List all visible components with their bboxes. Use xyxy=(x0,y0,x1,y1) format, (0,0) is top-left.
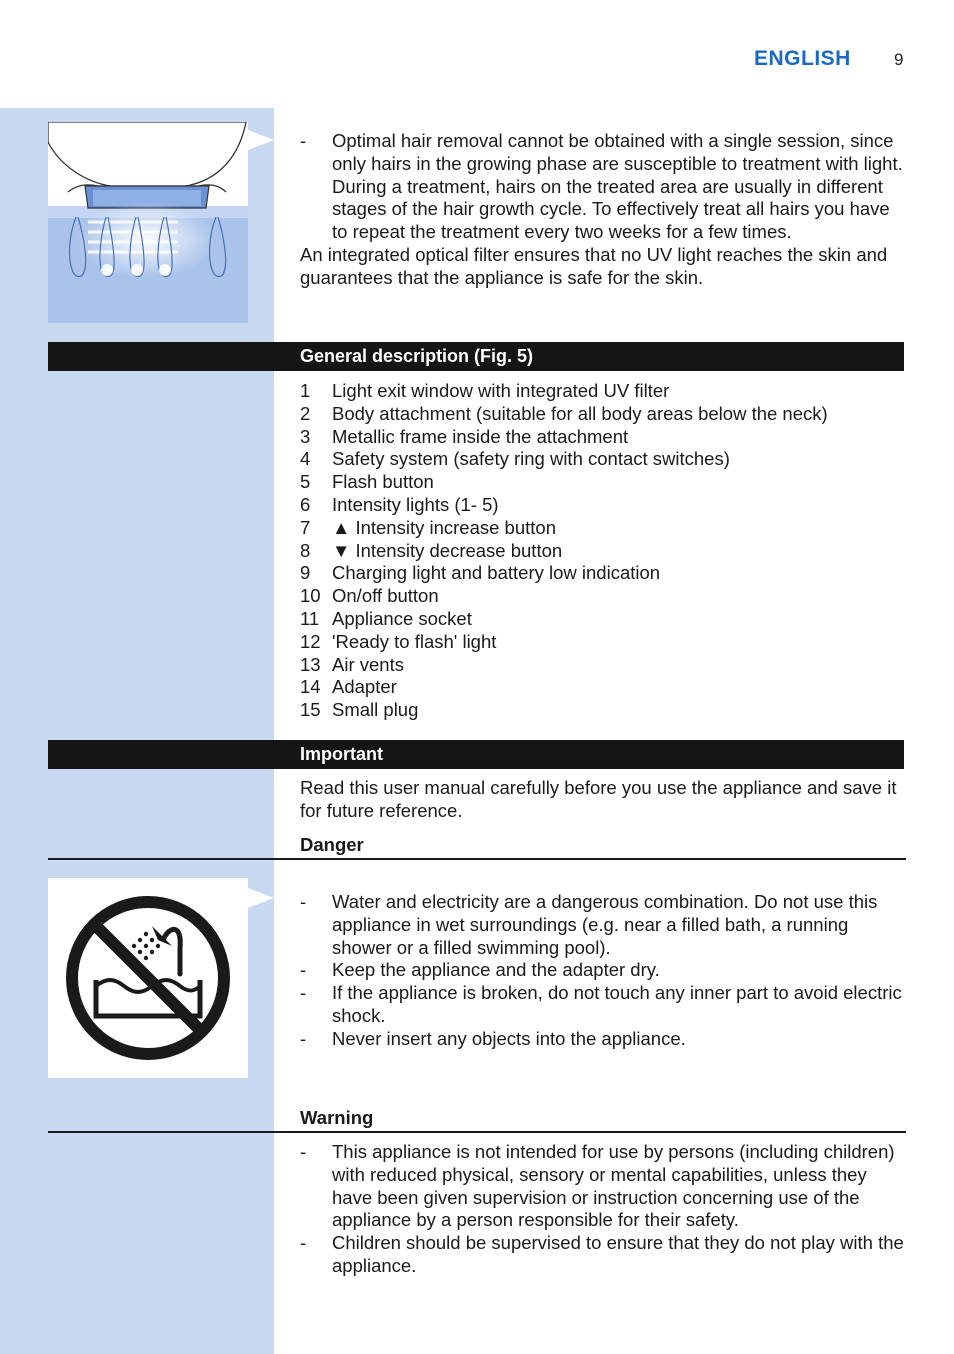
bullet-dash: - xyxy=(300,891,307,912)
item-number: 1 xyxy=(300,380,311,401)
no-water-shower-bath-icon xyxy=(48,878,248,1078)
item-text: Intensity lights (1- 5) xyxy=(332,493,499,515)
bullet-dash: - xyxy=(300,959,307,981)
item-number: 15 xyxy=(300,699,321,721)
hair-follicle-treatment-icon xyxy=(48,122,248,323)
list-item xyxy=(300,891,904,959)
item-number: 6 xyxy=(300,493,311,515)
danger-heading: Danger xyxy=(300,834,364,855)
list-item xyxy=(300,426,904,449)
bullet-text: This appliance is not intended for use by persons (including children) with reduced physical, sensory or mental capabilities, unless they have been given supervision or instruction concerning use of the appliance by a person responsible for their safety. xyxy=(332,1141,895,1231)
list-item xyxy=(300,1028,904,1051)
item-number: 8 xyxy=(300,539,311,561)
item-text: Appliance socket xyxy=(332,607,472,629)
list-item xyxy=(300,471,904,494)
list-item xyxy=(300,585,904,608)
item-text: Metallic frame inside the attachment xyxy=(332,425,629,447)
item-number: 9 xyxy=(300,562,311,584)
bullet-text: Children should be supervised to ensure that they do not play with the appliance. xyxy=(332,1232,904,1276)
item-number: 3 xyxy=(300,425,311,447)
item-text: Air vents xyxy=(332,653,404,675)
bullet-dash: - xyxy=(300,1027,307,1049)
bullet-text: Water and electricity are a dangerous combination. Do not use this appliance in wet surroundings (e.g. near a filled bath, a running shower or a filled swimming pool). xyxy=(332,891,878,958)
item-number: 12 xyxy=(300,630,321,652)
item-number: 7 xyxy=(300,516,311,538)
list-item xyxy=(300,448,904,471)
list-item xyxy=(300,699,904,722)
item-number: 2 xyxy=(300,402,311,424)
item-text: ▼ Intensity decrease button xyxy=(332,539,563,561)
intro-paragraph: An integrated optical filter ensures that no UV light reaches the skin and guarantees that the appliance is safe for the skin. xyxy=(300,243,888,288)
list-item xyxy=(300,562,904,585)
item-text: Body attachment (suitable for all body areas below the neck) xyxy=(332,402,828,424)
list-item xyxy=(300,654,904,677)
warning-heading: Warning xyxy=(300,1107,374,1128)
warning-bullets xyxy=(300,1141,904,1278)
item-text: Flash button xyxy=(332,471,434,493)
intro-bullets xyxy=(300,130,904,244)
item-number: 13 xyxy=(300,653,321,675)
list-item: - Optimal hair removal cannot be obtained with a single session, since only hairs in the growing phase are susceptible to treatment with light. During a treatment, hairs on the treated area are usually in different stages of the hair growth cycle. To effectively treat all hairs you have to repeat the treatment every two weeks for a few times. xyxy=(300,130,903,243)
no-water-figure xyxy=(48,878,248,1078)
list-item xyxy=(300,403,904,426)
bullet-dash: - xyxy=(300,1141,307,1162)
important-paragraph: Read this user manual carefully before you use the appliance and save it for future reference. xyxy=(300,777,897,821)
item-number: 11 xyxy=(300,607,320,629)
danger-section xyxy=(300,891,904,1051)
divider xyxy=(48,858,906,860)
bullet-text: If the appliance is broken, do not touch any inner part to avoid electric shock. xyxy=(332,982,902,1026)
list-item xyxy=(300,540,904,563)
bullet-dash: - xyxy=(300,1232,307,1254)
list-item xyxy=(300,676,904,699)
item-text: Charging light and battery low indication xyxy=(332,562,661,584)
item-text: Small plug xyxy=(332,699,419,721)
bullet-text: Never insert any objects into the appliance. xyxy=(332,1027,686,1049)
list-item xyxy=(300,517,904,540)
section-header-important: Important xyxy=(48,740,904,769)
figure-pointer xyxy=(248,888,274,908)
bullet-dash: - xyxy=(300,982,307,1004)
general-description-section xyxy=(300,380,904,722)
danger-bullets xyxy=(300,891,904,1051)
list-item xyxy=(300,1232,904,1278)
item-text: ▲ Intensity increase button xyxy=(332,516,556,538)
divider xyxy=(48,1131,906,1133)
warning-section xyxy=(300,1141,904,1278)
item-text: On/off button xyxy=(332,585,439,607)
item-text: Adapter xyxy=(332,676,397,698)
list-item xyxy=(300,380,904,403)
hair-follicle-figure xyxy=(48,122,248,323)
list-item xyxy=(300,494,904,517)
bullet-text: Keep the appliance and the adapter dry. xyxy=(332,959,660,981)
item-number: 5 xyxy=(300,471,311,493)
figure-pointer xyxy=(248,130,274,150)
item-text: Safety system (safety ring with contact switches) xyxy=(332,448,730,470)
list-item xyxy=(300,608,904,631)
list-item xyxy=(300,982,904,1028)
list-item xyxy=(300,1141,904,1232)
page-number: 9 xyxy=(894,50,904,69)
item-number: 4 xyxy=(300,448,311,470)
list-item xyxy=(300,959,904,982)
section-header-general-description: General description (Fig. 5) xyxy=(48,342,904,371)
parts-list xyxy=(300,380,904,722)
language-label: ENGLISH xyxy=(754,47,851,70)
item-number: 14 xyxy=(300,676,321,698)
item-text: 'Ready to flash' light xyxy=(332,630,497,652)
item-number: 10 xyxy=(300,585,321,607)
item-text: Light exit window with integrated UV filter xyxy=(332,380,670,401)
list-item xyxy=(300,631,904,654)
intro-section xyxy=(300,130,904,290)
